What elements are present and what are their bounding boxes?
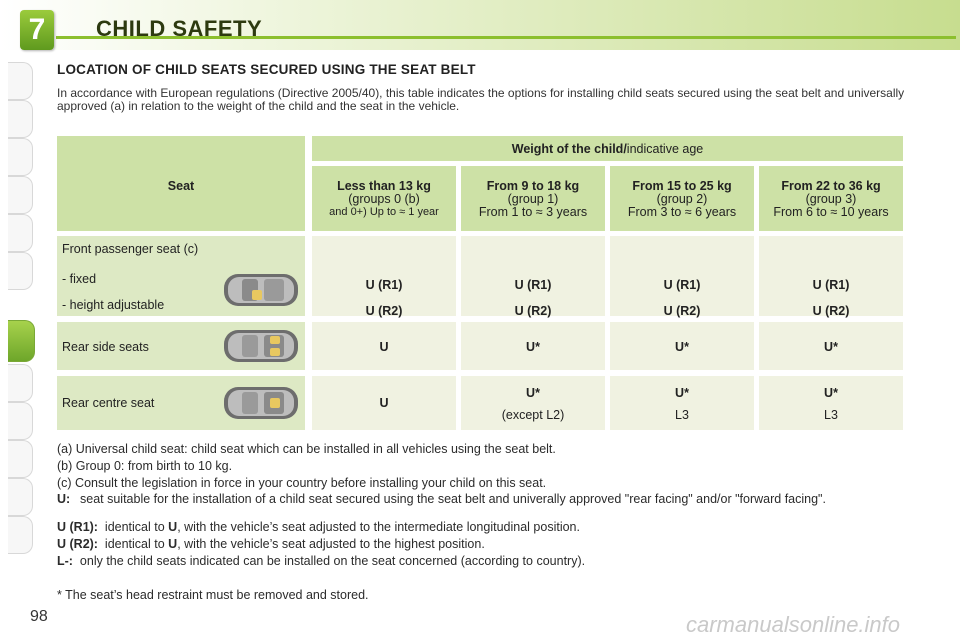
chapter-tab[interactable] [8, 478, 33, 516]
front-fixed-value: U (R1) [514, 278, 552, 292]
chapter-tabs [8, 62, 34, 574]
column-weight: From 15 to 25 kg [632, 179, 732, 193]
footnote-u-text: seat suitable for the installation of a child seat secured using the seat belt and univerally approved "rear facing" and/or "forward facing". [80, 492, 826, 506]
chapter-tab[interactable] [8, 100, 33, 138]
front-seat-label: Front passenger seat (c) [62, 242, 199, 256]
front-adjustable-value: U (R2) [514, 304, 552, 318]
front-fixed-value: U (R1) [663, 278, 701, 292]
footnote-star: * The seat’s head restraint must be removed and stored. [57, 588, 369, 602]
footnote-r2 [57, 537, 485, 551]
rear-side-value: U* [610, 322, 754, 370]
footnote-r1-post: , with the vehicle’s seat adjusted to the intermediate longitudinal position. [177, 520, 580, 534]
rear-centre-cell [759, 376, 903, 430]
front-cell [312, 236, 456, 316]
column-weight: Less than 13 kg [337, 179, 431, 193]
chapter-tab[interactable] [8, 440, 33, 478]
column-age: From 6 to ≈ 10 years [773, 205, 889, 219]
column-header [312, 166, 456, 231]
column-group: (group 3) [805, 192, 857, 206]
footnote-r2-key: U (R2): [57, 537, 98, 551]
chapter-number: 7 [20, 10, 54, 50]
weight-header-rest: indicative age [626, 142, 704, 156]
front-cell [610, 236, 754, 316]
front-cell [759, 236, 903, 316]
rear-centre-label: Rear centre seat [62, 396, 155, 410]
car-top-view-icon [220, 270, 302, 310]
column-group: (group 2) [656, 192, 708, 206]
front-fixed-label: - fixed [62, 272, 97, 286]
column-weight: From 22 to 36 kg [781, 179, 881, 193]
car-top-view-icon [220, 383, 302, 423]
chapter-tab[interactable] [8, 62, 33, 100]
footnote-r1-u: U [168, 520, 178, 534]
front-fixed-value: U (R1) [812, 278, 850, 292]
rear-centre-value: U* [526, 386, 540, 400]
chapter-tab[interactable] [8, 402, 33, 440]
rear-centre-value: U [312, 376, 456, 430]
rear-side-value: U* [461, 322, 605, 370]
front-adjustable-value: U (R2) [663, 304, 701, 318]
column-header [610, 166, 754, 231]
rear-centre-value: U* [675, 386, 689, 400]
front-adjustable-value: U (R2) [812, 304, 850, 318]
section-title: LOCATION OF CHILD SEATS SECURED USING THE SEAT BELT [57, 62, 476, 77]
footnote-r2-u: U [168, 537, 178, 551]
watermark: carmanualsonline.info [686, 612, 901, 637]
column-header [461, 166, 605, 231]
front-adjustable-value: U (R2) [365, 304, 403, 318]
chapter-title: CHILD SAFETY [96, 16, 263, 41]
footnote-r2-pre: identical to [104, 537, 169, 551]
footnote-l [57, 554, 585, 568]
footnote-r1-pre: identical to [104, 520, 169, 534]
rear-centre-note: L3 [675, 408, 689, 422]
chapter-tab-active[interactable] [8, 320, 35, 362]
page-number: 98 [30, 608, 48, 625]
section-intro: In accordance with European regulations (Directive 2005/40), this table indicates the options for installing child seats secured using the seat belt and universally approved (a) in relation to the weight of the child and the seat in the vehicle. [57, 86, 905, 113]
seat-header: Seat [57, 136, 305, 231]
footnote-l-text: only the child seats indicated can be installed on the seat concerned (according to country). [79, 554, 586, 568]
footnote-r1 [57, 520, 580, 534]
footnote-c: (c) Consult the legislation in force in your country before installing your child on this seat. [57, 476, 547, 490]
footnote-r1-key: U (R1): [57, 520, 98, 534]
rear-side-value: U* [759, 322, 903, 370]
column-group: (group 1) [507, 192, 559, 206]
weight-header-bold: Weight of the child/ [511, 142, 627, 156]
rear-side-label: Rear side seats [62, 340, 149, 354]
rear-side-value: U [312, 322, 456, 370]
weight-header [312, 136, 903, 161]
footnote-u [57, 492, 907, 506]
column-group: (groups 0 (b) [348, 192, 420, 206]
rear-centre-note: L3 [824, 408, 838, 422]
rear-centre-note: (except L2) [501, 408, 565, 422]
front-fixed-value: U (R1) [365, 278, 403, 292]
footnote-a: (a) Universal child seat: child seat which can be installed in all vehicles using the seat belt. [57, 442, 556, 456]
column-age: From 3 to ≈ 6 years [627, 205, 737, 219]
footnote-u-key: U: [57, 492, 71, 506]
footnote-b: (b) Group 0: from birth to 10 kg. [57, 459, 233, 473]
front-adjustable-label: - height adjustable [62, 298, 165, 312]
chapter-tab[interactable] [8, 176, 33, 214]
chapter-tab[interactable] [8, 214, 33, 252]
column-weight: From 9 to 18 kg [486, 179, 580, 193]
footnote-r2-post: , with the vehicle’s seat adjusted to the highest position. [177, 537, 485, 551]
chapter-tab[interactable] [8, 252, 33, 290]
rear-centre-value: U* [824, 386, 838, 400]
footnote-l-key: L-: [57, 554, 73, 568]
chapter-tab[interactable] [8, 138, 33, 176]
column-age: From 1 to ≈ 3 years [478, 205, 588, 219]
rear-centre-cell [610, 376, 754, 430]
column-age: and 0+) Up to ≈ 1 year [329, 206, 439, 218]
chapter-tab[interactable] [8, 516, 33, 554]
car-top-view-icon [220, 326, 302, 366]
rear-centre-cell [461, 376, 605, 430]
front-cell [461, 236, 605, 316]
chapter-tab[interactable] [8, 364, 33, 402]
column-header [759, 166, 903, 231]
